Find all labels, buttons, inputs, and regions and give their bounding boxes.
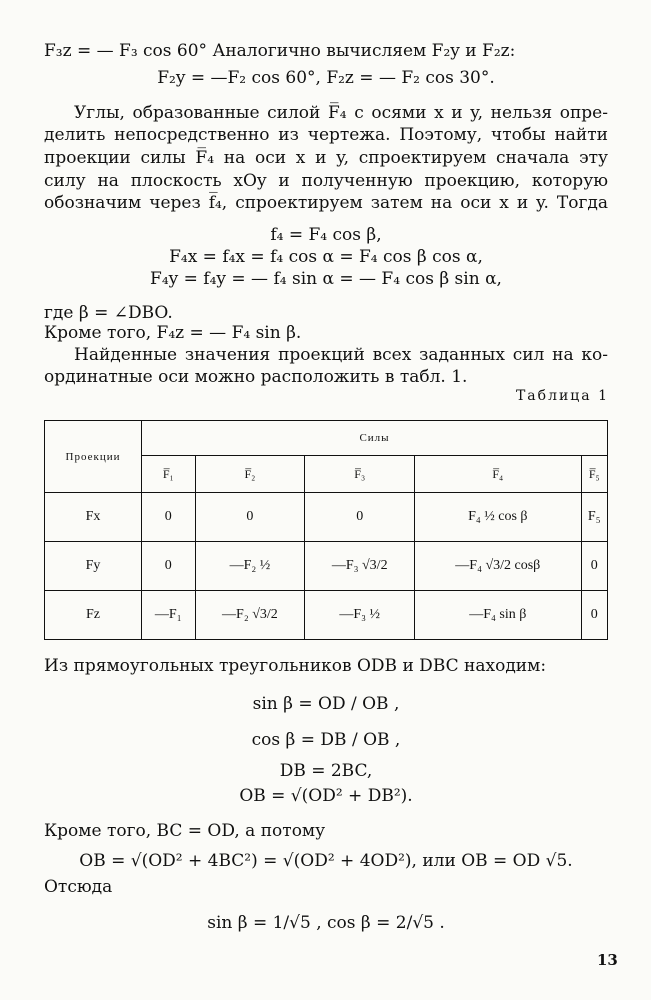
text-line: где β = ∠DBO. [44, 303, 173, 323]
table-cell: —F₂ ½ [195, 542, 305, 591]
text-line: ординатные оси можно расположить в табл. 1. [44, 367, 468, 387]
force-header: F̅₂ [195, 456, 305, 493]
table-cell: 0 [142, 493, 196, 542]
formula-line: F₄x = f₄x = f₄ cos α = F₄ cos β cos α, [169, 247, 483, 267]
text-line: обозначим через f̅₄, спроектируем затем на оси x и y. Тогда [44, 193, 608, 213]
page-number: 13 [597, 951, 618, 969]
table-row [45, 542, 608, 591]
formula-line: cos β = DB / OB , [251, 730, 401, 750]
table-caption: Таблица 1 [515, 388, 609, 404]
header-forces: Силы [142, 421, 608, 456]
text-line: силу на плоскость xOy и полученную проекцию, которую [44, 171, 608, 191]
table-cell: —F₃ ½ [305, 591, 415, 640]
table-cell: 0 [581, 542, 607, 591]
text-line: Отсюда [44, 877, 113, 897]
row-label: Fz [45, 591, 142, 640]
formula-line: DB = 2BC, [279, 761, 373, 781]
text-line: F₃z = — F₃ cos 60° Аналогично вычисляем F₂y и F₂z: [44, 41, 516, 61]
header-projections: Проекции [45, 421, 142, 493]
text-line: Найденные значения проекций всех заданных сил на ко- [74, 345, 608, 365]
force-header: F̅₅ [581, 456, 607, 493]
force-header: F̅₃ [305, 456, 415, 493]
text-line: Кроме того, F₄z = — F₄ sin β. [44, 323, 302, 343]
table-cell: —F₃ √3/2 [305, 542, 415, 591]
table-row [45, 493, 608, 542]
text-line: Из прямоугольных треугольников ODB и DBC находим: [44, 656, 547, 676]
formula-line: OB = √(OD² + 4BC²) = √(OD² + 4OD²), или OB = OD √5. [79, 851, 573, 871]
table-cell: —F₄ √3/2 cosβ [415, 542, 581, 591]
text-line: Кроме того, BC = OD, а потому [44, 821, 326, 841]
table-cell: —F₄ sin β [415, 591, 581, 640]
text-line: делить непосредственно из чертежа. Поэтому, чтобы найти [44, 125, 608, 145]
table-cell: 0 [305, 493, 415, 542]
table-cell: 0 [581, 591, 607, 640]
row-label: Fy [45, 542, 142, 591]
table-cell: 0 [142, 542, 196, 591]
formula-line: sin β = 1/√5 , cos β = 2/√5 . [207, 913, 445, 933]
table-cell: —F₂ √3/2 [195, 591, 305, 640]
table-cell: 0 [195, 493, 305, 542]
formula-line: F₂y = —F₂ cos 60°, F₂z = — F₂ cos 30°. [157, 68, 495, 88]
row-label: Fx [45, 493, 142, 542]
table-cell: F₄ ½ cos β [415, 493, 581, 542]
text-line: Углы, образованные силой F̅₄ с осями x и y, нельзя опре- [74, 103, 608, 123]
formula-line: sin β = OD / OB , [252, 694, 400, 714]
formula-line: f₄ = F₄ cos β, [270, 225, 382, 245]
force-header: F̅₄ [415, 456, 581, 493]
table-row [45, 591, 608, 640]
formula-line: F₄y = f₄y = — f₄ sin α = — F₄ cos β sin α, [150, 269, 502, 289]
text-line: проекции силы F̅₄ на оси x и y, спроектируем сначала эту [44, 148, 608, 168]
formula-line: OB = √(OD² + DB²). [239, 786, 413, 806]
table-cell: F₅ [581, 493, 607, 542]
force-header: F̅₁ [142, 456, 196, 493]
projections-table [44, 420, 608, 640]
table-cell: —F₁ [142, 591, 196, 640]
